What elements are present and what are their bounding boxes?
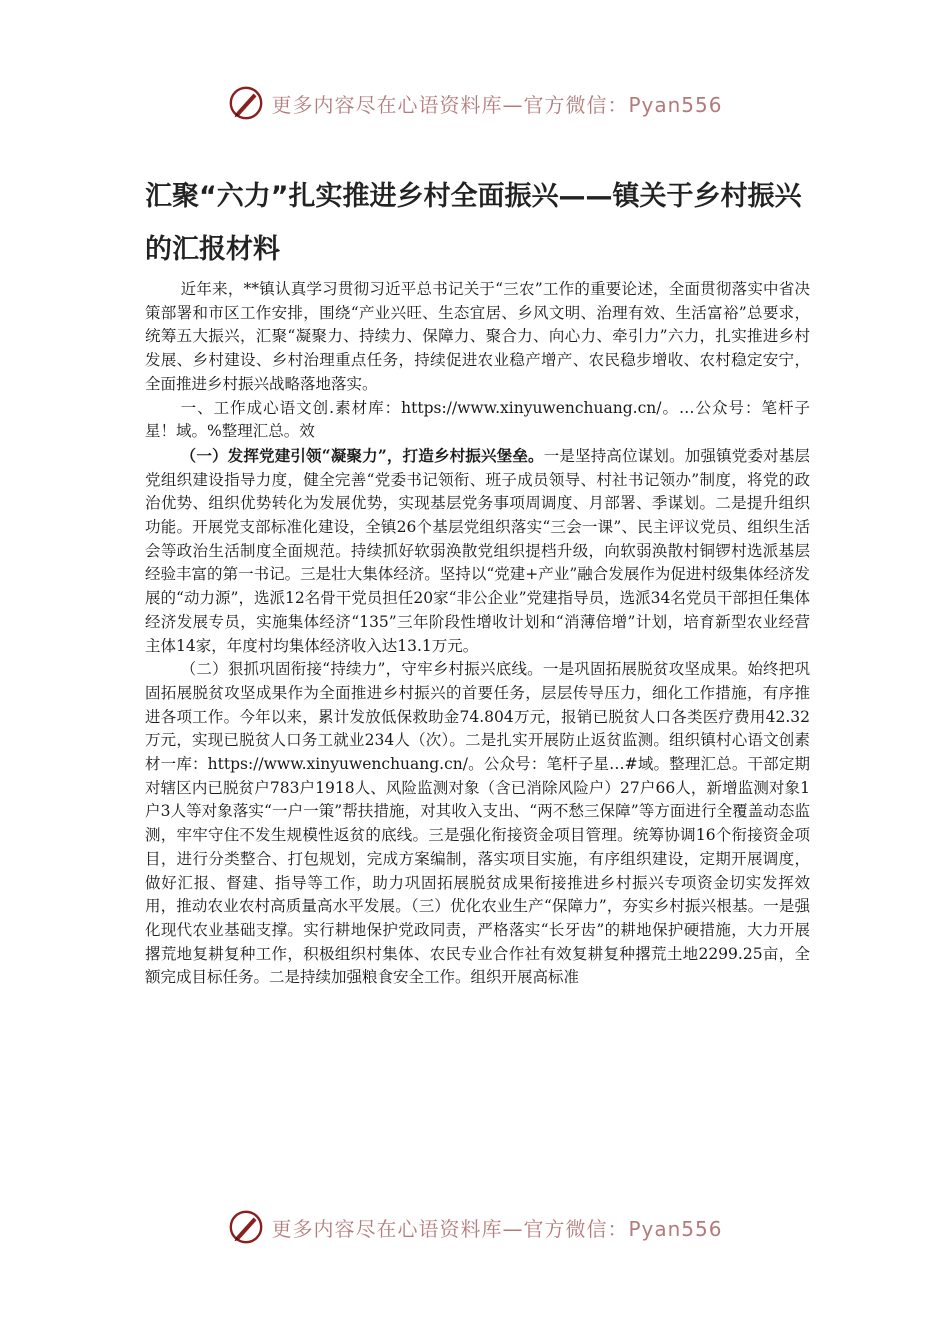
paragraph-section-one: 一、工作成心语文创.素材库：https://www.xinyuwenchuang.cn/。…公众号：笔杆子星！域。%整理汇总。效: [145, 398, 810, 441]
subheading-party-building: （一）发挥党建引领“凝聚力”，打造乡村振兴堡垒。: [180, 445, 544, 465]
paragraph-party-building: [145, 444, 810, 658]
paragraph-party-building-text: 一是坚持高位谋划。加强镇党委对基层党组织建设指导力度，健全完善“党委书记领衔、班子成员领导、村社书记领办”制度，将党的政治优势、组织优势转化为发展优势，实现基层党务事项周调度、月部署、季谋划。二是提升组织功能。开展党支部标准化建设，全镇26个基层党组织落实“三会一课”、民主评议党员、组织生活会等政治生活制度全面规范。持续抓好软弱涣散党组织提档升级，向软弱涣散村铜锣村选派基层经验丰富的第一书记。三是壮大集体经济。坚持以“党建+产业”融合发展作为促进村级集体经济发展的“动力源”，选派12名骨干党员担任20家“非公企业”党建指导员，选派34名党员干部担任集体经济发展专员，实施集体经济“135”三年阶段性增收计划和“消薄倍增”计划，培育新型农业经营主体14家，年度村均集体经济收入达13.1万元。: [145, 446, 810, 655]
header-banner: [0, 80, 950, 126]
document-title: 汇聚“六力”扎实推进乡村全面振兴——镇关于乡村振兴的汇报材料: [145, 181, 802, 265]
footer-banner: [0, 1204, 950, 1250]
pen-logo-icon: [227, 1208, 265, 1246]
footer-banner-text: 更多内容尽在心语资料库—官方微信：Pyan556: [271, 1216, 723, 1241]
paragraph-intro: 近年来，**镇认真学习贯彻习近平总书记关于“三农”工作的重要论述，全面贯彻落实中省决策部署和市区工作安排，围绕“产业兴旺、生态宜居、乡风文明、治理有效、生活富裕”总要求，统筹五大振兴，汇聚“凝聚力、持续力、保障力、聚合力、向心力、牵引力”六力，扎实推进乡村发展、乡村建设、乡村治理重点任务，持续促进农业稳产增产、农民稳步增收、农村稳定安宁，全面推进乡村振兴战略落地落实。: [145, 280, 810, 393]
pen-logo-icon: [227, 84, 265, 122]
paragraph-consolidation: （二）狠抓巩固衔接“持续力”，守牢乡村振兴底线。一是巩固拓展脱贫攻坚成果。始终把巩固拓展脱贫攻坚成果作为全面推进乡村振兴的首要任务，层层传导压力，细化工作措施，有序推进各项工作。今年以来，累计发放低保救助金74.804万元，报销已脱贫人口各类医疗费用42.32万元，实现已脱贫人口务工就业234人（次）。二是扎实开展防止返贫监测。组织镇村心语文创素材一库：https://www.xinyuwenchuang.cn/。公众号：笔杆子星…#域。整理汇总。干部定期对辖区内已脱贫户783户1918人、风险监测对象（含已消除风险户）27户66人，新增监测对象1户3人等对象落实“一户一策”帮扶措施，对其收入支出、“两不愁三保障”等方面进行全覆盖动态监测，牢牢守住不发生规模性返贫的底线。三是强化衔接资金项目管理。统筹协调16个衔接资金项目，进行分类整合、打包规划，完成方案编制，落实项目实施，有序组织建设，定期开展调度，做好汇报、督建、指导等工作，助力巩固拓展脱贫成果衔接推进乡村振兴专项资金切实发挥效用，推动农业农村高质量高水平发展。（三）优化农业生产“保障力”，夯实乡村振兴根基。一是强化现代农业基础支撑。实行耕地保护党政同责，严格落实“长牙齿”的耕地保护硬措施，大力开展撂荒地复耕复种工作，积极组织村集体、农民专业合作社有效复耕复种撂荒土地2299.25亩，全额完成目标任务。二是持续加强粮食安全工作。组织开展高标准: [145, 660, 810, 987]
document-body: [145, 278, 810, 990]
header-banner-text: 更多内容尽在心语资料库—官方微信：Pyan556: [271, 92, 723, 117]
